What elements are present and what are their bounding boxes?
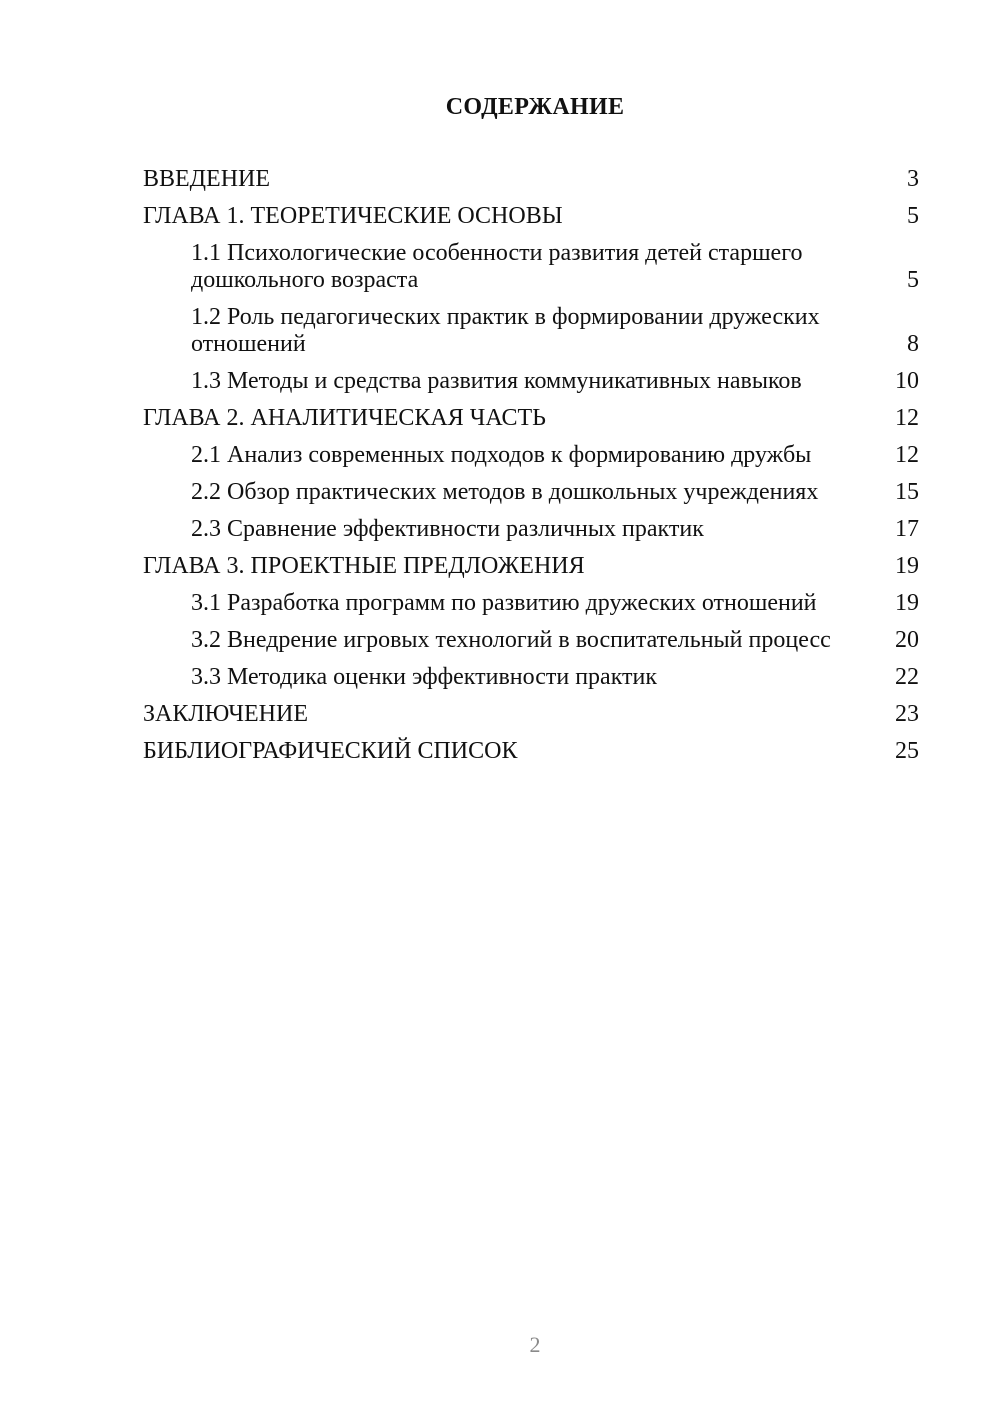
toc-entry-title: ГЛАВА 1. ТЕОРЕТИЧЕСКИЕ ОСНОВЫ (143, 203, 563, 229)
toc-entry-section-2-2[interactable] (143, 479, 919, 506)
toc-entry-page: 19 (895, 590, 919, 616)
toc-entry-page: 12 (895, 405, 919, 431)
toc-entry-title: 2.3 Сравнение эффективности различных практик (191, 516, 704, 542)
toc-entry-section-3-1[interactable] (143, 590, 919, 617)
toc-entry-title: БИБЛИОГРАФИЧЕСКИЙ СПИСОК (143, 738, 518, 764)
toc-entry-section-2-3[interactable] (143, 516, 919, 543)
toc-entry-page: 5 (907, 203, 919, 229)
toc-entry-section-3-3[interactable] (143, 664, 919, 691)
toc-entry-section-1-1[interactable] (143, 240, 919, 294)
toc-entry-title: 3.2 Внедрение игровых технологий в воспитательный процесс (191, 627, 831, 653)
toc-entry-title: ЗАКЛЮЧЕНИЕ (143, 701, 308, 727)
toc-entry-title: ГЛАВА 2. АНАЛИТИЧЕСКАЯ ЧАСТЬ (143, 405, 546, 431)
toc-entry-section-1-2[interactable] (143, 304, 919, 358)
toc-entry-title: 2.1 Анализ современных подходов к формированию дружбы (191, 442, 812, 468)
toc-entry-page: 20 (895, 627, 919, 653)
toc-entry-section-3-2[interactable] (143, 627, 919, 654)
toc-entry-title: ВВЕДЕНИЕ (143, 166, 271, 192)
toc-entry-chapter-1[interactable] (143, 203, 919, 230)
toc-entry-chapter-3[interactable] (143, 553, 919, 580)
toc-entry-page: 22 (895, 664, 919, 690)
toc-entry-page: 10 (895, 368, 919, 394)
page-title: СОДЕРЖАНИЕ (445, 94, 625, 120)
toc-entry-chapter-2[interactable] (143, 405, 919, 432)
toc-entry-title: 2.2 Обзор практических методов в дошкольных учреждениях (191, 479, 819, 505)
toc-entry-page: 17 (895, 516, 919, 542)
toc-entry-title: 3.1 Разработка программ по развитию дружеских отношений (191, 590, 817, 616)
toc-entry-title: ГЛАВА 3. ПРОЕКТНЫЕ ПРЕДЛОЖЕНИЯ (143, 553, 585, 579)
toc-entry-page: 8 (907, 331, 919, 357)
toc-entry-page: 12 (895, 442, 919, 468)
toc-entry-title: 1.2 Роль педагогических практик в формировании дружеских отношений (191, 304, 820, 357)
toc-entry-bibliography[interactable] (143, 738, 919, 765)
toc-entry-page: 15 (895, 479, 919, 505)
table-of-contents (143, 166, 919, 775)
toc-entry-page: 23 (895, 701, 919, 727)
toc-entry-page: 19 (895, 553, 919, 579)
toc-entry-page: 5 (907, 267, 919, 293)
toc-entry-page: 3 (907, 166, 919, 192)
toc-entry-introduction[interactable] (143, 166, 919, 193)
page-number: 2 (529, 1332, 541, 1357)
toc-entry-title: 3.3 Методика оценки эффективности практик (191, 664, 658, 690)
toc-entry-title: 1.3 Методы и средства развития коммуникативных навыков (191, 368, 802, 394)
toc-entry-section-2-1[interactable] (143, 442, 919, 469)
toc-entry-title: 1.1 Психологические особенности развития детей старшего дошкольного возраста (191, 240, 803, 293)
toc-entry-section-1-3[interactable] (143, 368, 919, 395)
toc-entry-conclusion[interactable] (143, 701, 919, 728)
toc-entry-page: 25 (895, 738, 919, 764)
